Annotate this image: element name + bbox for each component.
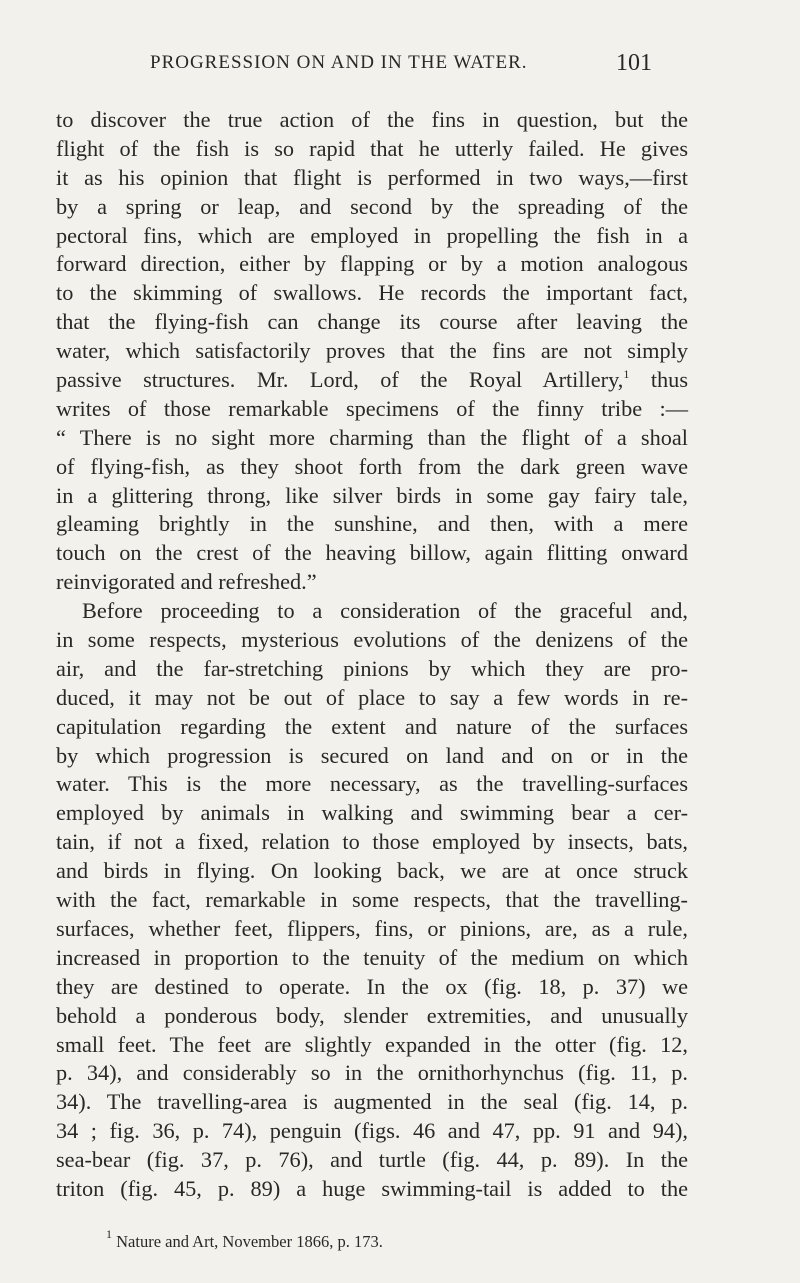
text-line xyxy=(56,597,688,626)
text-line-content: gleaming brightly in the sunshine, and then, with a mere xyxy=(56,511,688,537)
text-line-content: air, and the far-stretching pinions by which they are pro- xyxy=(56,655,688,681)
text-line-content: reinvigorated and refreshed.” xyxy=(56,569,317,595)
text-line-content: employed by animals in walking and swimming bear a cer- xyxy=(56,800,688,826)
body-text xyxy=(56,106,688,1204)
footnote-reference: 1 xyxy=(623,367,630,382)
text-line xyxy=(56,655,688,684)
text-line-content: small feet. The feet are slightly expanded in the otter (fig. 12, xyxy=(56,1031,688,1057)
text-line-content: triton (fig. 45, p. 89) a huge swimming-tail is added to the xyxy=(56,1175,688,1201)
text-line xyxy=(56,250,688,279)
text-line-content: by a spring or leap, and second by the spreading of the xyxy=(56,193,688,219)
text-line xyxy=(56,482,688,511)
text-line-content: forward direction, either by flapping or by a motion analogous xyxy=(56,251,688,277)
text-line xyxy=(56,886,688,915)
text-line-content: surfaces, whether feet, flippers, fins, or pinions, are, as a rule, xyxy=(56,915,688,941)
text-line xyxy=(56,568,688,597)
text-line xyxy=(56,308,688,337)
text-line xyxy=(56,337,688,366)
text-line-content: it as his opinion that flight is performed in two ways,—first xyxy=(56,164,688,190)
text-line-content: Before proceeding to a consideration of the graceful and, xyxy=(82,598,688,624)
text-line-content: to the skimming of swallows. He records the important fact, xyxy=(56,280,688,306)
text-line xyxy=(56,1175,688,1204)
text-line xyxy=(56,770,688,799)
text-line xyxy=(56,395,688,424)
text-line-content: behold a ponderous body, slender extremities, and unusually xyxy=(56,1002,688,1028)
text-line-content: tain, if not a fixed, relation to those employed by insects, bats, xyxy=(56,829,688,855)
text-line-content: flight of the fish is so rapid that he utterly failed. He gives xyxy=(56,135,688,161)
text-line-content: writes of those remarkable specimens of the finny tribe :— xyxy=(56,395,688,421)
text-line xyxy=(56,915,688,944)
text-line xyxy=(56,135,688,164)
text-line xyxy=(56,1031,688,1060)
text-line-content: p. 34), and considerably so in the ornithorhynchus (fig. 11, p. xyxy=(56,1060,688,1086)
text-line-content: increased in proportion to the tenuity of the medium on which xyxy=(56,944,688,970)
text-line xyxy=(56,510,688,539)
text-line xyxy=(56,1002,688,1031)
text-line-content: capitulation regarding the extent and nature of the surfaces xyxy=(56,713,688,739)
text-line xyxy=(56,1146,688,1175)
footnote-marker: 1 xyxy=(106,1227,112,1241)
text-line-content: in some respects, mysterious evolutions of the denizens of the xyxy=(56,627,688,653)
text-line xyxy=(56,164,688,193)
text-line-content: duced, it may not be out of place to say a few words in re- xyxy=(56,684,688,710)
text-line-content: sea-bear (fig. 37, p. 76), and turtle (fig. 44, p. 89). In the xyxy=(56,1147,688,1173)
text-line-continuation: thus xyxy=(629,367,689,393)
text-line-content: “ There is no sight more charming than the flight of a shoal xyxy=(56,424,688,450)
text-line xyxy=(56,1088,688,1117)
text-line-content: 34). The travelling-area is augmented in the seal (fig. 14, p. xyxy=(56,1089,688,1115)
text-line-content: water. This is the more necessary, as the travelling-surfaces xyxy=(56,771,688,797)
running-header: PROGRESSION ON AND IN THE WATER. xyxy=(150,52,528,73)
text-line-content: water, which satisfactorily proves that the fins are not simply xyxy=(56,338,688,364)
text-line xyxy=(56,222,688,251)
text-line xyxy=(56,944,688,973)
text-line-content: that the flying-fish can change its course after leaving the xyxy=(56,309,688,335)
footnote xyxy=(106,1227,383,1252)
text-line xyxy=(56,973,688,1002)
page-number: 101 xyxy=(616,50,652,76)
text-line xyxy=(56,106,688,135)
text-line xyxy=(56,366,688,395)
text-line xyxy=(56,193,688,222)
text-line xyxy=(56,424,688,453)
text-line-content: touch on the crest of the heaving billow, again flitting onward xyxy=(56,540,688,566)
text-line xyxy=(56,742,688,771)
text-line xyxy=(56,713,688,742)
text-line-content: they are destined to operate. In the ox (fig. 18, p. 37) we xyxy=(56,973,688,999)
text-line xyxy=(56,279,688,308)
text-line-content: of flying-fish, as they shoot forth from the dark green wave xyxy=(56,453,688,479)
text-line-content: and birds in flying. On looking back, we are at once struck xyxy=(56,858,688,884)
text-line xyxy=(56,1117,688,1146)
text-line xyxy=(56,828,688,857)
text-line xyxy=(56,626,688,655)
text-line xyxy=(56,799,688,828)
text-line xyxy=(56,857,688,886)
text-line-content: by which progression is secured on land and on or in the xyxy=(56,742,688,768)
text-line-content: to discover the true action of the fins in question, but the xyxy=(56,107,688,132)
text-line xyxy=(56,539,688,568)
footnote-text: Nature and Art, November 1866, p. 173. xyxy=(112,1232,383,1251)
text-line xyxy=(56,453,688,482)
text-line xyxy=(56,1059,688,1088)
text-line-content: with the fact, remarkable in some respects, that the travelling- xyxy=(56,887,688,913)
text-line-content: in a glittering throng, like silver birds in some gay fairy tale, xyxy=(56,482,688,508)
text-line xyxy=(56,684,688,713)
text-line-content: passive structures. Mr. Lord, of the Royal Artillery, xyxy=(56,367,624,393)
text-line-content: pectoral fins, which are employed in propelling the fish in a xyxy=(56,222,688,248)
text-line-content: 34 ; fig. 36, p. 74), penguin (figs. 46 and 47, pp. 91 and 94), xyxy=(56,1118,688,1144)
